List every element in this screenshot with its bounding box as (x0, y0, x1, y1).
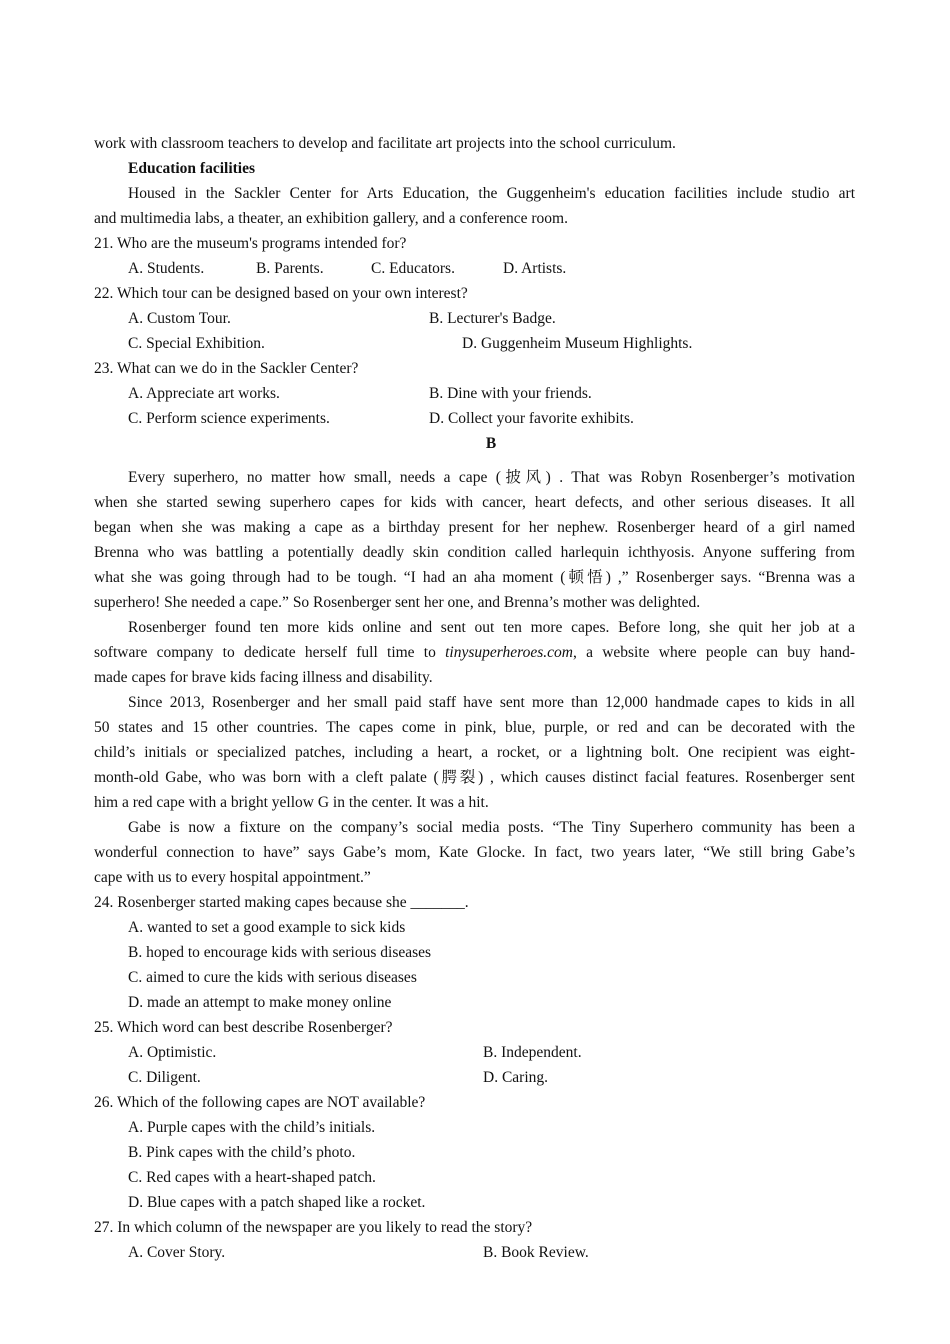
q21-option-d: D. Artists. (503, 260, 567, 277)
passage-line: Brenna who was battling a potentially deadly skin condition called harlequin ichthyosis. Anyone suffering from (94, 544, 855, 561)
q23-option-a: A. Appreciate art works. (128, 385, 280, 402)
section-heading-education-facilities: Education facilities (128, 160, 256, 177)
passage-line: 50 states and 15 other countries. The capes come in pink, blue, purple, or red and can be decorated with the (94, 719, 855, 736)
q22-option-c: C. Special Exhibition. (128, 335, 265, 352)
passage-line: made capes for brave kids facing illness and disability. (94, 669, 433, 686)
question-24-stem: 24. Rosenberger started making capes because she _______. (94, 894, 469, 911)
q23-option-c: C. Perform science experiments. (128, 410, 330, 427)
q24-option-d: D. made an attempt to make money online (128, 994, 392, 1011)
passage-line: month-old Gabe, who was born with a cleft palate (腭裂) , which causes distinct facial features. Rosenberger sent (94, 769, 855, 786)
question-21-stem: 21. Who are the museum's programs intended for? (94, 235, 407, 252)
question-23-stem: 23. What can we do in the Sackler Center? (94, 360, 359, 377)
passage-line (94, 640, 855, 665)
paragraph-line: Housed in the Sackler Center for Arts Education, the Guggenheim's education facilities include studio art (128, 185, 855, 202)
q26-option-c: C. Red capes with a heart-shaped patch. (128, 1169, 376, 1186)
q22-option-b: B. Lecturer's Badge. (429, 310, 556, 327)
question-27-stem: 27. In which column of the newspaper are you likely to read the story? (94, 1219, 533, 1236)
q21-option-b: B. Parents. (256, 260, 324, 277)
paragraph-line: and multimedia labs, a theater, an exhibition gallery, and a conference room. (94, 210, 568, 227)
q26-option-b: B. Pink capes with the child’s photo. (128, 1144, 356, 1161)
q24-option-b: B. hoped to encourage kids with serious diseases (128, 944, 432, 961)
passage-text: software company to dedicate herself full time to (94, 644, 446, 661)
q25-option-b: B. Independent. (483, 1044, 582, 1061)
passage-line: Since 2013, Rosenberger and her small paid staff have sent more than 12,000 handmade capes to kids in all (128, 694, 855, 711)
section-b-heading: B (485, 435, 497, 452)
q22-option-a: A. Custom Tour. (128, 310, 231, 327)
passage-text: , a website where people can buy hand- (572, 644, 855, 661)
q22-option-d: D. Guggenheim Museum Highlights. (462, 335, 693, 352)
q24-option-c: C. aimed to cure the kids with serious diseases (128, 969, 417, 986)
website-name: tinysuperheroes.com (445, 644, 573, 661)
q25-option-c: C. Diligent. (128, 1069, 201, 1086)
passage-line: Gabe is now a fixture on the company’s social media posts. “The Tiny Superhero community has been a (128, 819, 855, 836)
q25-option-a: A. Optimistic. (128, 1044, 217, 1061)
passage-line: began when she was making a cape as a birthday present for her nephew. Rosenberger heard of a girl named (94, 519, 855, 536)
passage-line: wonderful connection to have” says Gabe’s mom, Kate Glocke. In fact, two years later, “We still bring Gabe’s (94, 844, 855, 861)
q27-option-b: B. Book Review. (483, 1244, 589, 1261)
q27-option-a: A. Cover Story. (128, 1244, 226, 1261)
q25-option-d: D. Caring. (483, 1069, 549, 1086)
q23-option-d: D. Collect your favorite exhibits. (429, 410, 634, 427)
q26-option-a: A. Purple capes with the child’s initials. (128, 1119, 376, 1136)
question-25-stem: 25. Which word can best describe Rosenberger? (94, 1019, 393, 1036)
passage-line: Rosenberger found ten more kids online and sent out ten more capes. Before long, she quit her job at a (128, 619, 855, 636)
passage-line: him a red cape with a bright yellow G in the center. It was a hit. (94, 794, 489, 811)
question-26-stem: 26. Which of the following capes are NOT available? (94, 1094, 426, 1111)
passage-line: what she was going through had to be tough. “I had an aha moment (顿悟) ,” Rosenberger says. “Brenna was a (94, 569, 855, 586)
passage-line: Every superhero, no matter how small, needs a cape (披风) . That was Robyn Rosenberger’s motivation (128, 469, 855, 486)
question-22-stem: 22. Which tour can be designed based on your own interest? (94, 285, 468, 302)
continued-line: work with classroom teachers to develop and facilitate art projects into the school curriculum. (94, 135, 676, 152)
q21-option-c: C. Educators. (371, 260, 455, 277)
passage-line: cape with us to every hospital appointment.” (94, 869, 371, 886)
q21-option-a: A. Students. (128, 260, 205, 277)
passage-line: when she started sewing superhero capes for kids with cancer, heart defects, and other serious diseases. It all (94, 494, 855, 511)
q24-option-a: A. wanted to set a good example to sick kids (128, 919, 406, 936)
q23-option-b: B. Dine with your friends. (429, 385, 592, 402)
q26-option-d: D. Blue capes with a patch shaped like a rocket. (128, 1194, 426, 1211)
passage-line: child’s initials or specialized patches, including a heart, a rocket, or a lightning bolt. One recipient was eight- (94, 744, 855, 761)
passage-line: superhero! She needed a cape.” So Rosenberger sent her one, and Brenna’s mother was delighted. (94, 594, 701, 611)
